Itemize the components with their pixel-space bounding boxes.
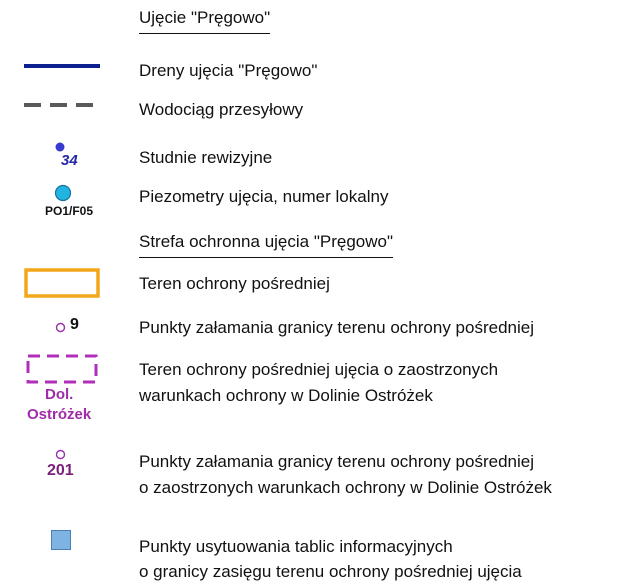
legend-item-studnie: Studnie rewizyjne — [139, 148, 273, 167]
legend-item-dolina-line1: Teren ochrony pośredniej ujęcia o zaostrzonych — [139, 360, 499, 379]
section-heading-strefa: Strefa ochronna ujęcia "Pręgowo" — [139, 231, 393, 258]
purple-dashed-rectangle-icon — [26, 354, 98, 384]
legend-item-dolina-line2: warunkach ochrony w Dolinie Ostróżek — [139, 386, 433, 405]
legend-item-tablice-line2: o granicy zasięgu terenu ochrony pośredniej ujęcia — [139, 562, 522, 581]
ostrozek-label: Ostróżek — [27, 406, 92, 423]
orange-rectangle-icon — [24, 268, 100, 298]
legend-item-punkty-zaostrzone-line2: o zaostrzonych warunkach ochrony w Dolinie Ostróżek — [139, 478, 552, 497]
purple-small-circle-icon — [55, 322, 66, 333]
legend-item-piezometry: Piezometry ujęcia, numer lokalny — [139, 187, 389, 206]
piezometer-number-label: PO1/F05 — [45, 204, 94, 218]
dashed-gray-line-icon — [24, 99, 100, 111]
legend-item-teren-ochrony: Teren ochrony pośredniej — [139, 274, 330, 293]
well-number-label: 34 — [61, 152, 78, 169]
cyan-circle-icon — [54, 184, 72, 202]
purple-small-circle-icon — [55, 449, 66, 460]
section-heading-ujecie: Ujęcie "Pręgowo" — [139, 7, 270, 34]
legend-item-dreny: Dreny ujęcia "Pręgowo" — [139, 61, 318, 80]
break-point-number-label-201: 201 — [47, 462, 74, 479]
break-point-number-label: 9 — [70, 316, 79, 333]
light-blue-square-icon — [51, 530, 71, 550]
legend-item-punkty-zaostrzone-line1: Punkty załamania granicy terenu ochrony pośredniej — [139, 452, 535, 471]
legend-item-wodociag: Wodociąg przesyłowy — [139, 100, 304, 119]
dol-label: Dol. — [45, 386, 74, 403]
solid-blue-line-icon — [24, 60, 100, 72]
legend-item-tablice-line1: Punkty usytuowania tablic informacyjnych — [139, 537, 453, 556]
legend-item-punkty-zalamania: Punkty załamania granicy terenu ochrony pośredniej — [139, 318, 535, 337]
